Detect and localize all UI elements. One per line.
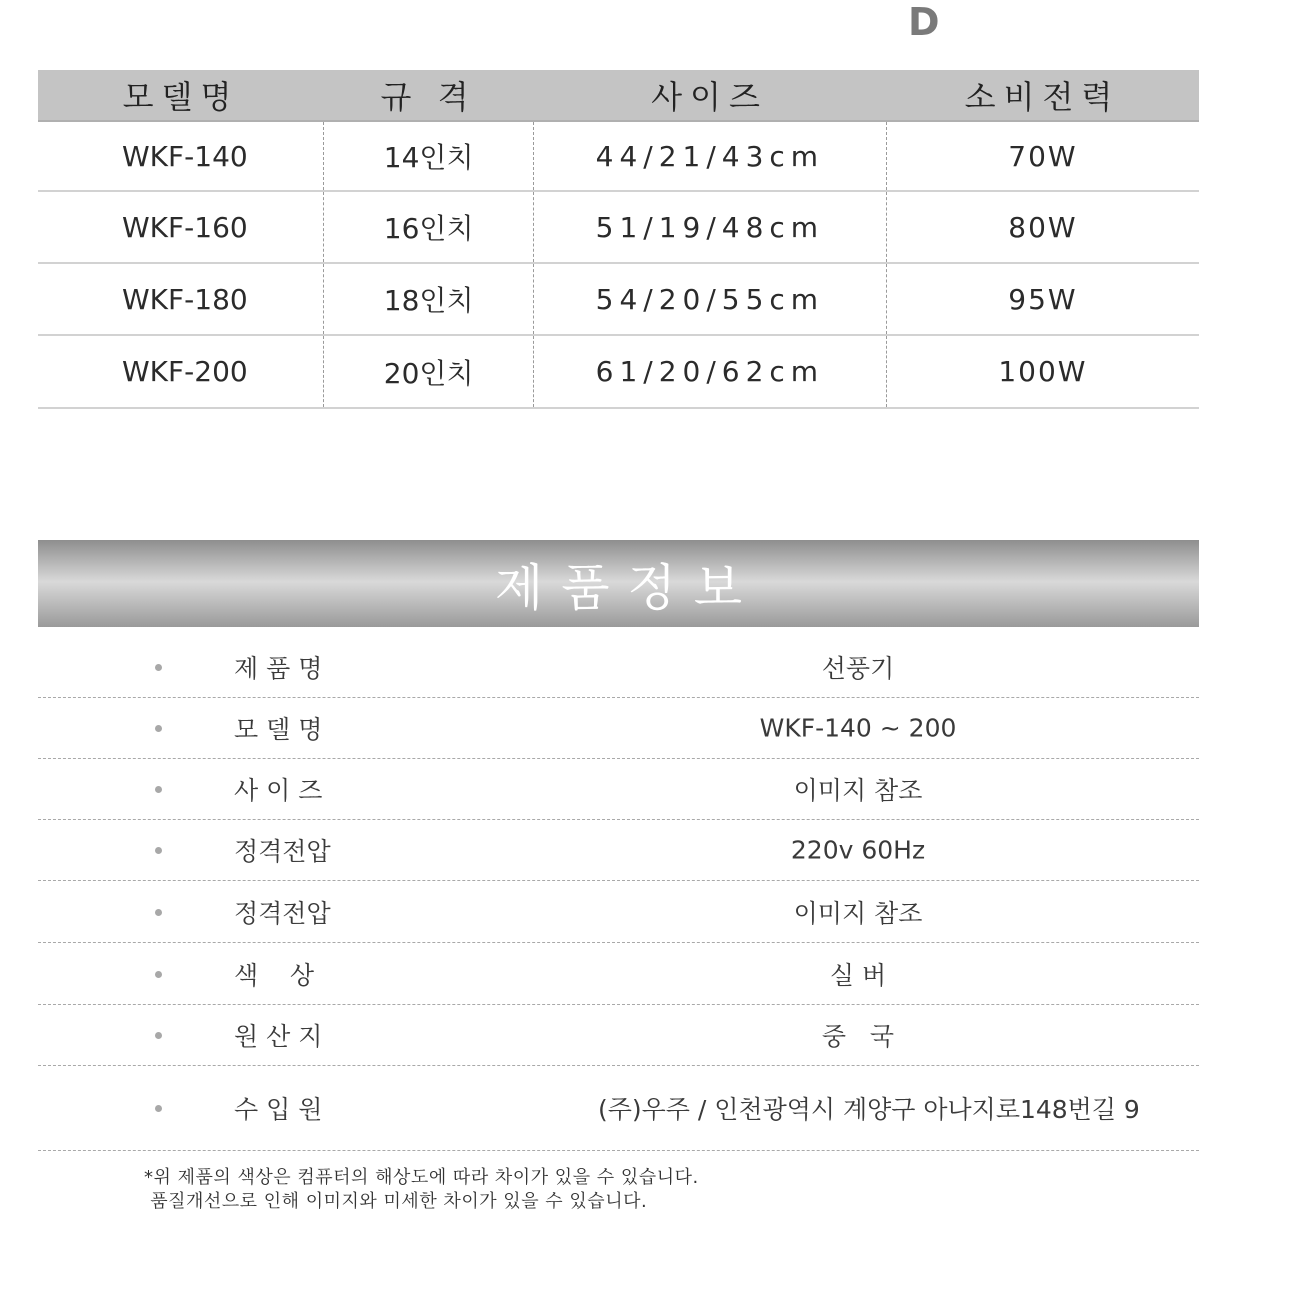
cell-spec: 14인치 — [323, 122, 532, 190]
cell-model: WKF-200 — [122, 355, 248, 388]
info-label: 정격전압 — [234, 898, 331, 928]
bullet-icon — [155, 786, 162, 793]
header-spec: 규 격 — [380, 78, 477, 116]
bullet-icon — [155, 847, 162, 854]
info-value: 이미지 참조 — [793, 898, 923, 928]
notice-line: 품질개선으로 인해 이미지와 미세한 차이가 있을 수 있습니다. — [144, 1191, 648, 1212]
table-row — [38, 336, 1199, 409]
info-value: WKF-140 ~ 200 — [759, 713, 957, 743]
list-item — [38, 1066, 1199, 1151]
cell-size: 44/21/43cm — [533, 122, 886, 190]
product-info-banner — [38, 540, 1199, 627]
table-row — [38, 192, 1199, 264]
cell-size: 51/19/48cm — [533, 192, 886, 262]
header-size: 사이즈 — [651, 78, 768, 116]
list-item — [38, 1005, 1199, 1066]
info-label: 사 이 즈 — [234, 776, 323, 805]
bullet-icon — [155, 725, 162, 732]
bullet-icon — [155, 909, 162, 916]
info-label: 원 산 지 — [234, 1022, 323, 1051]
cell-power: 80W — [886, 192, 1199, 262]
cell-model: WKF-140 — [122, 139, 248, 173]
cell-spec: 20인치 — [323, 336, 532, 407]
info-value: 이미지 참조 — [793, 776, 923, 805]
cell-model: WKF-160 — [122, 210, 248, 244]
header-power: 소비전력 — [964, 78, 1121, 116]
list-item — [38, 759, 1199, 820]
cell-spec: 16인치 — [323, 192, 532, 262]
cell-size: 61/20/62cm — [533, 336, 886, 407]
list-item — [38, 636, 1199, 698]
list-item — [38, 881, 1199, 943]
product-info-title: 제품정보 — [494, 558, 761, 617]
cell-size: 54/20/55cm — [533, 264, 886, 334]
corner-letter: D — [908, 0, 940, 44]
notice-line: *위 제품의 색상은 컴퓨터의 해상도에 따라 차이가 있을 수 있습니다. — [144, 1167, 699, 1188]
cell-model: WKF-180 — [122, 282, 248, 316]
bullet-icon — [155, 664, 162, 671]
list-item — [38, 820, 1199, 881]
product-info-list — [38, 636, 1199, 1151]
table-row — [38, 264, 1199, 336]
info-value: 실 버 — [829, 960, 887, 990]
info-value: 220v 60Hz — [790, 835, 926, 865]
info-label: 정격전압 — [234, 837, 331, 866]
disclaimer-notice — [144, 1166, 699, 1214]
cell-power: 95W — [886, 264, 1199, 334]
cell-power: 70W — [886, 122, 1199, 190]
info-label: 제 품 명 — [234, 653, 323, 683]
list-item — [38, 943, 1199, 1005]
cell-power: 100W — [886, 336, 1199, 407]
list-item — [38, 698, 1199, 759]
bullet-icon — [155, 1032, 162, 1039]
info-value: (주)우주 / 인천광역시 계양구 아나지로148번길 9 — [598, 1095, 1140, 1124]
info-label: 모 델 명 — [234, 715, 323, 744]
spec-table-header — [38, 70, 1199, 122]
info-label: 수 입 원 — [234, 1095, 323, 1124]
bullet-icon — [155, 1105, 162, 1112]
info-label: 색 상 — [234, 960, 315, 990]
cell-spec: 18인치 — [323, 264, 532, 334]
info-value: 선풍기 — [821, 653, 895, 683]
table-row — [38, 122, 1199, 192]
spec-table — [38, 70, 1199, 409]
bullet-icon — [155, 971, 162, 978]
info-value: 중 국 — [821, 1022, 895, 1051]
header-model: 모델명 — [122, 78, 240, 116]
